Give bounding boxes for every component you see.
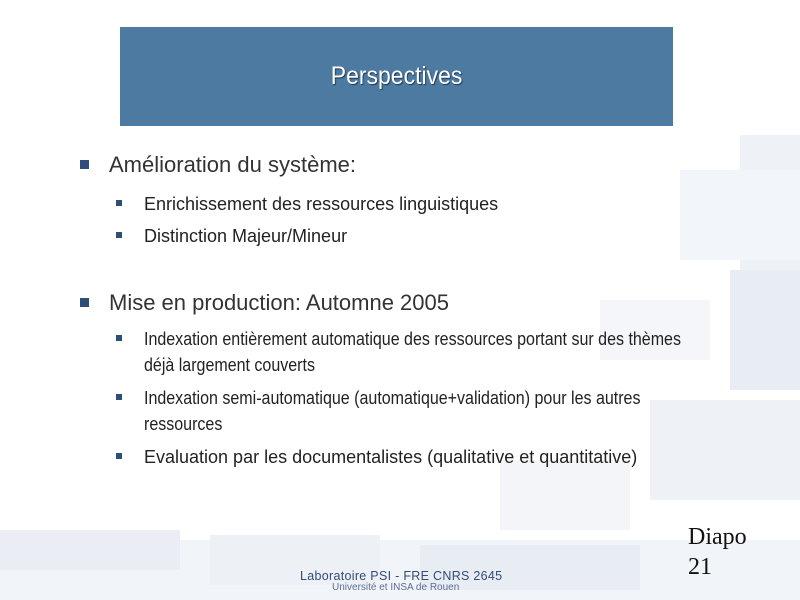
bullet-amelioration <box>80 152 356 178</box>
footer-lab: Laboratoire PSI - FRE CNRS 2645 <box>300 569 503 583</box>
square-bullet-icon <box>80 298 89 307</box>
square-bullet-icon <box>116 453 122 459</box>
slide-number-value: 21 <box>688 554 712 580</box>
sub-bullet-line: Indexation semi-automatique (automatique+validation) pour les autres <box>144 388 641 408</box>
slide-number <box>688 522 747 582</box>
sub-bullet-enrichissement <box>116 191 764 217</box>
footer <box>300 569 502 593</box>
sub-bullet-line: ressources <box>144 414 223 434</box>
square-bullet-icon <box>116 200 122 206</box>
sub-bullet-text: Evaluation par les documentalistes (qualitative et quantitative) <box>144 447 638 467</box>
bullet-text: Amélioration du système: <box>109 152 356 177</box>
square-bullet-icon <box>116 232 122 238</box>
sub-bullet-distinction <box>116 223 764 249</box>
slide-number-label: Diapo <box>688 524 747 550</box>
sub-bullet-text <box>144 385 767 437</box>
bullet-text: Mise en production: Automne 2005 <box>109 290 450 315</box>
sub-bullet-text: Distinction Majeur/Mineur <box>144 226 348 246</box>
sub-bullet-indexation-auto <box>116 326 800 378</box>
sub-bullet-line: Indexation entièrement automatique des ressources portant sur des thèmes <box>144 329 681 349</box>
bullet-mise-en-production <box>80 290 449 316</box>
sub-bullet-indexation-semi <box>116 385 800 437</box>
sub-bullet-line: déjà largement couverts <box>144 355 315 375</box>
sub-bullet-text: Enrichissement des ressources linguistiques <box>144 194 499 214</box>
sub-bullet-text <box>144 326 767 378</box>
square-bullet-icon <box>116 335 122 341</box>
square-bullet-icon <box>80 160 89 169</box>
sub-bullet-evaluation <box>116 444 764 470</box>
footer-university: Université et INSA de Rouen <box>332 582 460 593</box>
square-bullet-icon <box>116 394 122 400</box>
slide-title: Perspectives <box>330 62 463 90</box>
